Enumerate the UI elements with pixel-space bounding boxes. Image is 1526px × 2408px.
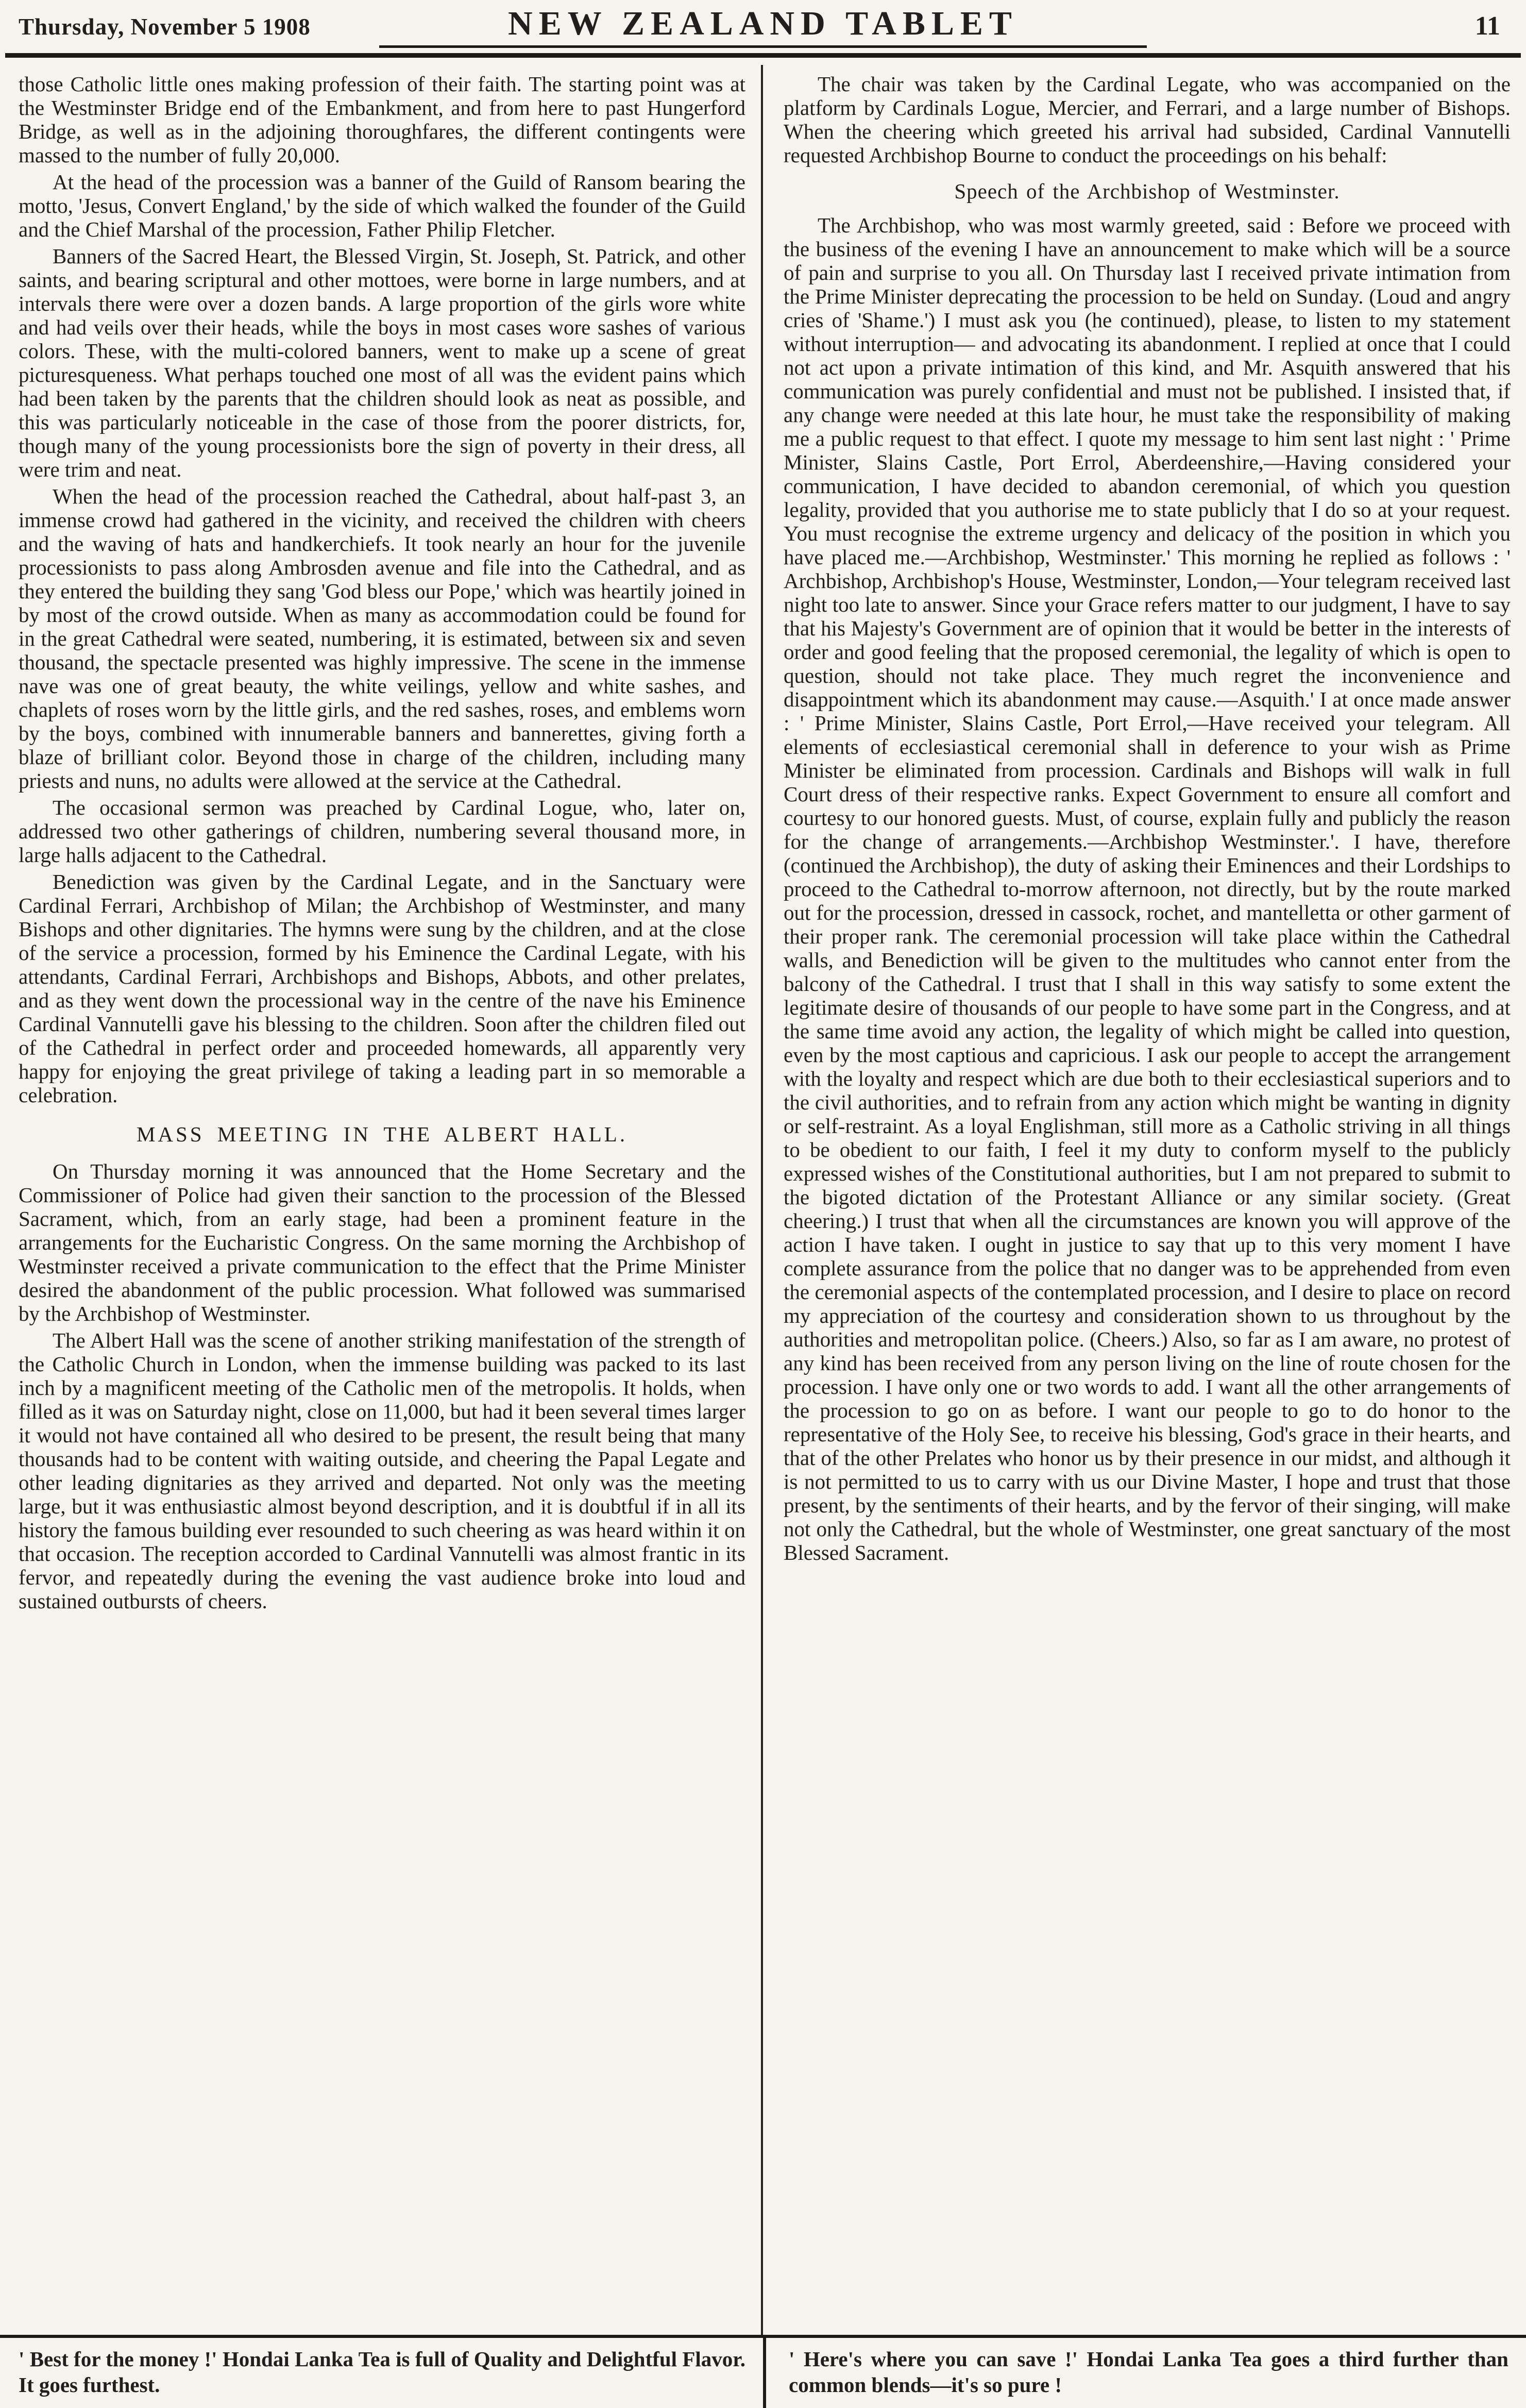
article-body — [0, 58, 1526, 2335]
article-paragraph: those Catholic little ones making profession of their faith. The starting point was at the Westminster Bridge end of the Embankment, and from here to past Hungerford Bridge, as well as in the adjoining thoroughfares, the different contingents were massed to the number of fully 20,000. — [19, 72, 745, 167]
right-column — [763, 65, 1526, 2335]
article-paragraph: On Thursday morning it was announced that the Home Secretary and the Commissioner of Police had given their sanction to the procession of the Blessed Sacrament, which, from an early stage, had been a prominent feature in the arrangements for the Eucharistic Congress. On the same morning the Archbishop of Westminster received a private communication to the effect that the Prime Minister desired the abandonment of the public procession. What followed was summarised by the Archbishop of Westminster. — [19, 1159, 745, 1325]
footer-ad-left: ' Best for the money !' Hondai Lanka Tea is full of Quality and Delightful Flavor. It goes furthest. — [19, 2347, 745, 2397]
article-paragraph: The chair was taken by the Cardinal Legate, who was accompanied on the platform by Cardinals Logue, Mercier, and Ferrari, and a large number of Bishops. When the cheering which greeted his arrival had subsided, Cardinal Vannutelli requested Archbishop Bourne to conduct the proceedings on his behalf: — [784, 72, 1511, 167]
left-column — [0, 65, 763, 2335]
article-paragraph: Banners of the Sacred Heart, the Blessed Virgin, St. Joseph, St. Patrick, and other saints, and bearing scriptural and other mottoes, were borne in large numbers, and at intervals there were over a dozen bands. A large proportion of the girls wore white and had veils over their heads, while the boys in most cases wore sashes of various colors. These, with the multi-colored banners, went to make up a scene of great picturesqueness. What perhaps touched one most of all was the evident pains which had been taken by the parents that the children should look as neat as possible, and this was particularly noticeable in the case of those from the poorer districts, for, though many of the young processionists bore the sign of poverty in their dress, all were trim and neat. — [19, 244, 745, 481]
article-paragraph: The Archbishop, who was most warmly greeted, said : Before we proceed with the business of the evening I have an announcement to make which will be a source of pain and surprise to you all. On Thursday last I received private intimation from the Prime Minister deprecating the procession to be held on Sunday. (Loud and angry cries of 'Shame.') I must ask you (he continued), please, to listen to my statement without interruption— and advocating its abandonment. I replied at once that I could not act upon a private intimation of this kind, and Mr. Asquith answered that his communication was purely confidential and must not be published. I insisted that, if any change were needed at this late hour, he must take the responsibility of making me a public request to that effect. I quote my message to him sent last night : ' Prime Minister, Slains Castle, Port Errol, Aberdeenshire,—Having considered your communication, I have decided to abandon ceremonial, of which you question legality, provided that you authorise me to state publicly that I do so at your request. You must recognise the extreme urgency and delicacy of the position in which you have placed me.—Archbishop, Westminster.' This morning he replied as follows : ' Archbishop, Archbishop's House, Westminster, London,—Your telegram received last night too late to answer. Since your Grace refers matter to our judgment, I have to say that his Majesty's Government are of opinion that it would be better in the interests of order and good feeling that the proposed ceremonial, the legality of which is open to question, should not take place. They much regret the inconvenience and disappointment which its abandonment may cause.—Asquith.' I at once made answer : ' Prime Minister, Slains Castle, Port Errol,—Have received your telegram. All elements of ecclesiastical ceremonial shall in deference to your wish as Prime Minister be eliminated from procession. Cardinals and Bishops will walk in full Court dress of their respective ranks. Expect Government to ensure all comfort and courtesy to our honored guests. Must, of course, explain fully and publicly the reason for the change of arrangements.—Archbishop Westminster.'. I have, therefore (continued the Archbishop), the duty of asking their Eminences and their Lordships to proceed to the Cathedral to-morrow afternoon, not directly, but by the route marked out for the procession, dressed in cassock, rochet, and mantelletta or other garment of their proper rank. The ceremonial procession will take place within the Cathedral walls, and Benediction will be given to the multitudes who cannot enter from the balcony of the Cathedral. I trust that I shall in this way satisfy to some extent the legitimate desire of thousands of our people to have some part in the Congress, and at the same time avoid any action, the legality of which might be called into question, even by the most captious and capricious. I ask our people to accept the arrangement with the loyalty and respect which are due both to their ecclesiastical superiors and to the civil authorities, and to refrain from any action which might be wanting in dignity or self-restraint. As a loyal Englishman, still more as a Catholic striving in all things to be obedient to our faith, I feel it my duty to conform myself to the publicly expressed wishes of the Constitutional authorities, but I am not prepared to submit to the bigoted dictation of the Protestant Alliance or any similar society. (Great cheering.) I trust that when all the circumstances are known you will approve of the action I have taken. I ought in justice to say that up to this very moment I have complete assurance from the police that no danger was to be apprehended from even the ceremonial aspects of the contemplated procession, and I desire to place on record my appreciation of the courtesy and consideration shown to us throughout by the authorities and metropolitan police. (Cheers.) Also, so far as I am aware, no protest of any kind has been received from any person living on the line of route chosen for the procession. I have only one or two words to add. I want all the other arrangements of the procession to go on as before. I want our people to go to do honor to the representative of the Holy See, to receive his blessing, God's grace in their hearts, and that of the other Prelates who honor us by their presence in our midst, and although it is not permitted to us to carry with us our Divine Master, I hope and trust that those present, by the sentiments of their hearts, and by the fervor of their singing, will make not only the Cathedral, but the whole of Westminster, one great sanctuary of the most Blessed Sacrament. — [784, 213, 1511, 1564]
article-paragraph: When the head of the procession reached the Cathedral, about half-past 3, an immense crowd had gathered in the vicinity, and received the children with cheers and the waving of hats and handkerchiefs. It took nearly an hour for the juvenile processionists to pass along Ambrosden avenue and file into the Cathedral, and as they entered the building they sang 'God bless our Pope,' which was heartily joined in by most of the crowd outside. When as many as accommodation could be found for in the great Cathedral were seated, numbering, it is estimated, between six and seven thousand, the spectacle presented was highly impressive. The scene in the immense nave was one of great beauty, the white veilings, yellow and white sashes, and chaplets of roses worn by the little girls, and the red sashes, roses, and emblems worn by the boys, combined with innumerable banners and bannerettes, giving forth a blaze of brilliant color. Beyond those in charge of the children, including many priests and nuns, no adults were allowed at the service at the Cathedral. — [19, 484, 745, 793]
newspaper-title: NEW ZEALAND TABLET — [379, 4, 1147, 48]
footer-advertisements — [0, 2335, 1526, 2408]
article-paragraph: Benediction was given by the Cardinal Legate, and in the Sanctuary were Cardinal Ferrari, Archbishop of Milan; the Archbishop of Westminster, and many Bishops and other dignitaries. The hymns were sung by the children, and at the close of the service a procession, formed by his Eminence the Cardinal Legate, with his attendants, Cardinal Ferrari, Archbishops and Bishops, Abbots, and other prelates, and as they went down the processional way in the centre of the nave his Eminence Cardinal Vannutelli gave his blessing to the children. Soon after the children filed out of the Cathedral in perfect order and proceeded homewards, all apparently very happy for enjoying the great privilege of taking a leading part in so memorable a celebration. — [19, 870, 745, 1107]
section-heading-albert-hall: MASS MEETING IN THE ALBERT HALL. — [136, 1122, 628, 1146]
article-paragraph: The Albert Hall was the scene of another striking manifestation of the strength of the Catholic Church in London, when the immense building was packed to its last inch by a magnificent meeting of the Catholic men of the metropolis. It holds, when filled as it was on Saturday night, close on 11,000, but had it been several times larger it would not have contained all who desired to be present, the result being that many thousands had to be content with waiting outside, and cheering the Papal Legate and other leading dignitaries as they arrived and departed. Not only was the meeting large, but it was enthusiastic almost beyond description, and it is doubtful if in all its history the famous building ever resounded to such cheering as was heard within it on that occasion. The reception accorded to Cardinal Vannutelli was almost frantic in its fervor, and repeatedly during the evening the vast audience broke into loud and sustained outbursts of cheers. — [19, 1328, 745, 1613]
page-number: 11 — [1474, 11, 1500, 41]
article-paragraph: At the head of the procession was a banner of the Guild of Ransom bearing the motto, 'Jesus, Convert England,' by the side of which walked the founder of the Guild and the Chief Marshal of the procession, Father Philip Fletcher. — [19, 170, 745, 241]
masthead — [0, 0, 1526, 53]
issue-date: Thursday, November 5 1908 — [19, 14, 311, 40]
masthead-rule-divider — [5, 53, 1521, 58]
article-paragraph: The occasional sermon was preached by Cardinal Logue, who, later on, addressed two other gatherings of children, numbering several thousand more, in large halls adjacent to the Cathedral. — [19, 796, 745, 867]
footer-ad-right: ' Here's where you can save !' Hondai Lanka Tea goes a third further than common blends—it's so pure ! — [763, 2338, 1526, 2408]
section-heading-archbishop-speech: Speech of the Archbishop of Westminster. — [954, 179, 1340, 203]
